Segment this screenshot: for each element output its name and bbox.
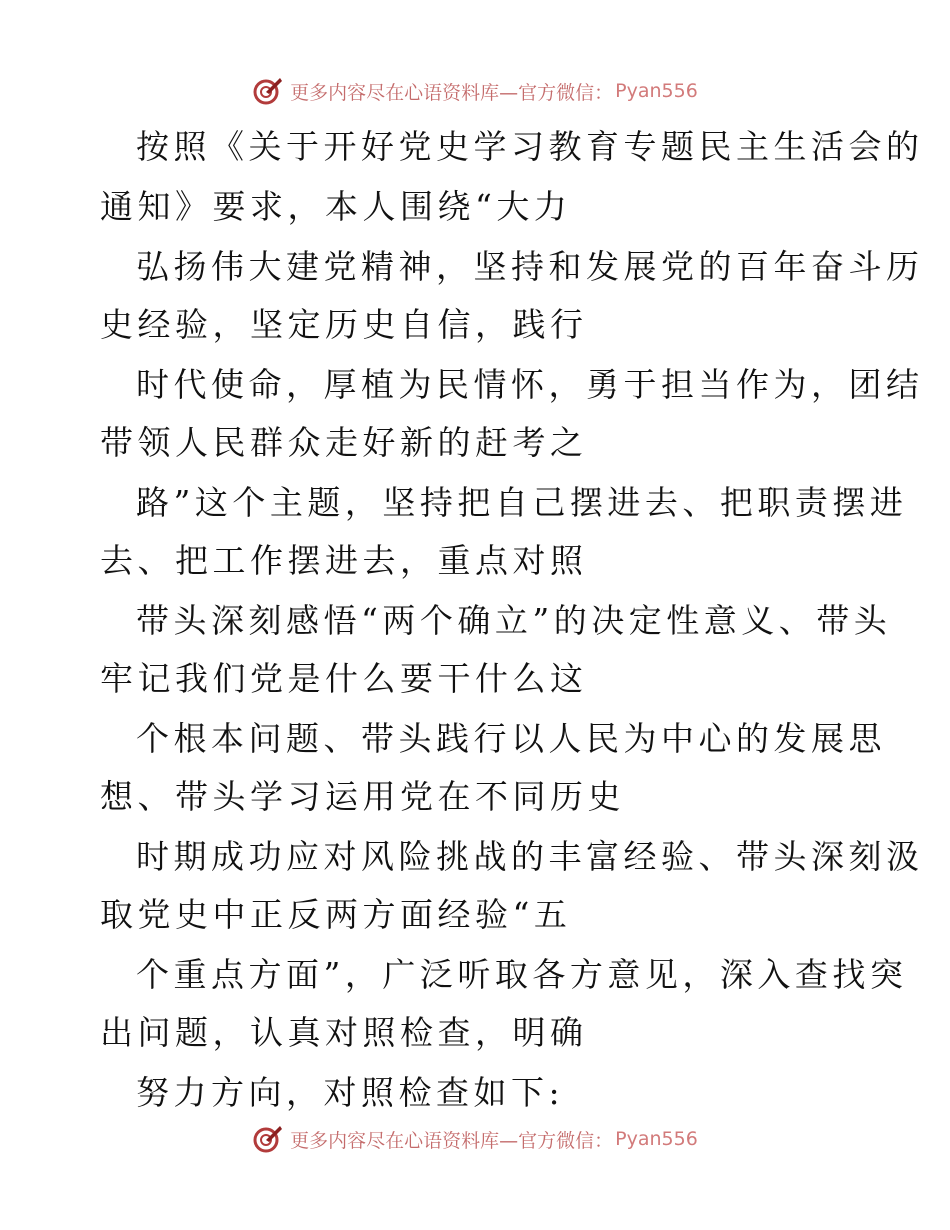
red-pen-circle-logo xyxy=(252,75,284,107)
body-line: 带头深刻感悟“两个确立”的决定性意义、带头 xyxy=(136,601,892,640)
body-line: 按照《关于开好党史学习教育专题民主生活会的 xyxy=(136,127,924,166)
body-line: 通知》要求，本人围绕“大力 xyxy=(100,187,572,226)
body-line: 弘扬伟大建党精神，坚持和发展党的百年奋斗历 xyxy=(136,247,924,286)
header-banner xyxy=(0,71,950,111)
body-line: 史经验，坚定历史自信，践行 xyxy=(100,305,588,344)
header-wechat-id: Pyan556 xyxy=(615,80,698,102)
body-line: 牢记我们党是什么要干什么这 xyxy=(100,659,588,698)
body-line: 出问题，认真对照检查，明确 xyxy=(100,1013,588,1052)
footer-banner-text: 更多内容尽在心语资料库—官方微信： xyxy=(290,1129,614,1152)
body-line: 时代使命，厚植为民情怀，勇于担当作为，团结 xyxy=(136,365,924,404)
body-line: 努力方向，对照检查如下: xyxy=(136,1073,565,1112)
body-line: 想、带头学习运用党在不同历史 xyxy=(100,777,625,816)
red-pen-circle-logo xyxy=(252,1123,284,1155)
body-line: 时期成功应对风险挑战的丰富经验、带头深刻汲 xyxy=(136,837,924,876)
body-line: 个重点方面”，广泛听取各方意见，深入查找突 xyxy=(136,955,908,994)
body-line: 去、把工作摆进去，重点对照 xyxy=(100,541,588,580)
body-line: 取党史中正反两方面经验“五 xyxy=(100,895,572,934)
header-banner-text: 更多内容尽在心语资料库—官方微信： xyxy=(290,81,614,104)
body-line: 带领人民群众走好新的赶考之 xyxy=(100,423,588,462)
body-line: 路”这个主题，坚持把自己摆进去、把职责摆进 xyxy=(136,483,908,522)
footer-banner xyxy=(0,1119,950,1159)
footer-wechat-id: Pyan556 xyxy=(615,1128,698,1150)
body-line: 个根本问题、带头践行以人民为中心的发展思 xyxy=(136,719,886,758)
